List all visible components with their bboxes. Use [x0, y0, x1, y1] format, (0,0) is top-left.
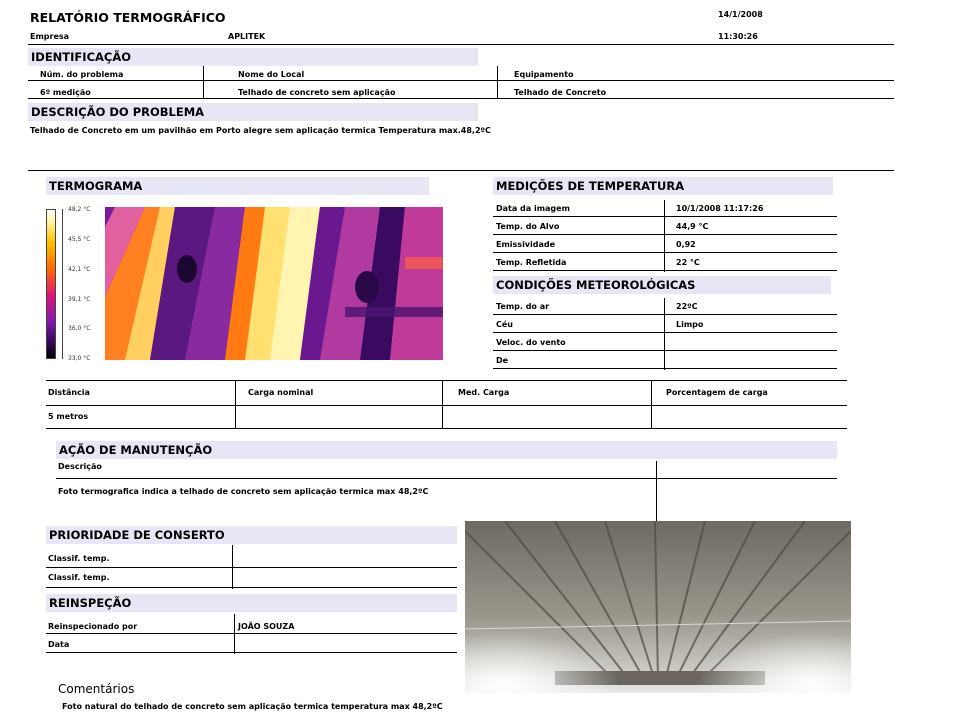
ceiling-photo-icon [465, 521, 851, 693]
meteo-label-2: Céu [496, 320, 513, 329]
company-value: APLITEK [228, 32, 266, 41]
meteo-line-1 [493, 314, 837, 315]
medicao-value-2: 44,9 °C [676, 222, 709, 231]
carga-col-nominal: Carga nominal [248, 388, 314, 397]
section-identificacao: IDENTIFICAÇÃO [28, 48, 478, 66]
company-label: Empresa [30, 32, 70, 41]
medicoes-line-2 [493, 234, 837, 235]
meteo-value-1: 22ºC [676, 302, 698, 311]
descricao-bottom-line [28, 170, 894, 171]
prioridade-label-1: Classif. temp. [48, 554, 110, 563]
scale-axis [62, 209, 63, 359]
medicoes-line-1 [493, 216, 837, 217]
section-reinspecao: REINSPEÇÃO [46, 594, 457, 612]
report-time: 11:30:26 [718, 32, 758, 41]
medicao-value-4: 22 °C [676, 258, 700, 267]
acao-text: Foto termografica indica a telhado de concreto sem aplicação termica max 48,2ºC [58, 487, 429, 496]
acao-vline [656, 461, 657, 521]
ident-bottom-line [28, 98, 894, 99]
temperature-scale-bar [46, 209, 56, 359]
carga-col-distancia: Distância [48, 388, 90, 397]
meteo-vline [664, 298, 665, 370]
section-meteo: CONDIÇÕES METEOROLÓGICAS [493, 276, 831, 294]
descricao-text: Telhado de Concreto em um pavilhão em Porto alegre sem aplicação termica Temperatura max.48,2ºC [30, 126, 491, 135]
medicao-value-1: 10/1/2008 11:17:26 [676, 204, 764, 213]
medicoes-vline [664, 200, 665, 272]
section-descricao: DESCRIÇÃO DO PROBLEMA [28, 103, 478, 121]
prioridade-line-1 [46, 567, 457, 568]
medicao-label-4: Temp. Refletida [496, 258, 567, 267]
carga-mid-line [46, 405, 847, 406]
reinspecao-value-1: JOÃO SOUZA [238, 622, 295, 631]
meteo-line-4 [493, 368, 837, 369]
comentarios-text: Foto natural do telhado de concreto sem aplicação termica temperatura max 48,2ºC [62, 702, 443, 711]
carga-vline-2 [442, 380, 443, 428]
prioridade-line-2 [46, 587, 457, 588]
carga-vline-1 [235, 380, 236, 428]
section-acao: AÇÃO DE MANUTENÇÃO [56, 441, 837, 459]
report-title: RELATÓRIO TERMOGRÁFICO [30, 10, 226, 25]
scale-label-4: 39,1 °C [68, 296, 91, 303]
meteo-label-3: Veloc. do vento [496, 338, 566, 347]
reinspecao-line-2 [46, 652, 457, 653]
reinspecao-line-1 [46, 633, 457, 634]
thermal-image-icon [105, 207, 443, 360]
medicoes-line-4 [493, 270, 837, 271]
col-nome-local: Nome do Local [238, 70, 305, 79]
carga-bottom-line [46, 428, 847, 429]
medicao-value-3: 0,92 [676, 240, 696, 249]
scale-label-6: 33,0 °C [68, 355, 91, 362]
acao-desc-label: Descrição [58, 462, 102, 471]
carga-col-med: Med. Carga [458, 388, 510, 397]
meteo-line-2 [493, 332, 837, 333]
acao-line [56, 478, 837, 479]
scale-label-1: 48,2 °C [68, 206, 91, 213]
ident-row-line [28, 80, 894, 81]
val-nome-local: Telhado de concreto sem aplicação [238, 88, 396, 97]
reinspecao-vline [234, 614, 235, 654]
reinspecao-label-1: Reinspecionado por [48, 622, 138, 631]
section-termograma: TERMOGRAMA [46, 177, 429, 195]
section-prioridade: PRIORIDADE DE CONSERTO [46, 526, 457, 544]
prioridade-label-2: Classif. temp. [48, 573, 110, 582]
scale-label-3: 42,1 °C [68, 266, 91, 273]
col-num-problema: Núm. do problema [40, 70, 124, 79]
carga-vline-3 [651, 380, 652, 428]
scale-label-2: 45,5 °C [68, 236, 91, 243]
medicao-label-2: Temp. do Alvo [496, 222, 560, 231]
header-divider [28, 44, 894, 45]
comentarios-title: Comentários [58, 682, 135, 696]
medicoes-line-3 [493, 252, 837, 253]
reinspecao-label-2: Data [48, 640, 70, 649]
report-date: 14/1/2008 [718, 10, 763, 19]
medicao-label-1: Data da imagem [496, 204, 570, 213]
meteo-label-4: De [496, 356, 509, 365]
ident-vline-1 [203, 66, 204, 98]
section-medicoes: MEDIÇÕES DE TEMPERATURA [493, 177, 833, 195]
carga-val-distancia: 5 metros [48, 412, 89, 421]
carga-top-line [46, 380, 847, 381]
carga-col-porcentagem: Porcentagem de carga [666, 388, 768, 397]
scale-label-5: 36,0 °C [68, 325, 91, 332]
val-num-problema: 6º medição [40, 88, 91, 97]
meteo-label-1: Temp. do ar [496, 302, 550, 311]
val-equipamento: Telhado de Concreto [514, 88, 607, 97]
ident-vline-2 [497, 66, 498, 98]
meteo-line-3 [493, 350, 837, 351]
meteo-value-2: Limpo [676, 320, 704, 329]
medicao-label-3: Emissividade [496, 240, 556, 249]
col-equipamento: Equipamento [514, 70, 574, 79]
